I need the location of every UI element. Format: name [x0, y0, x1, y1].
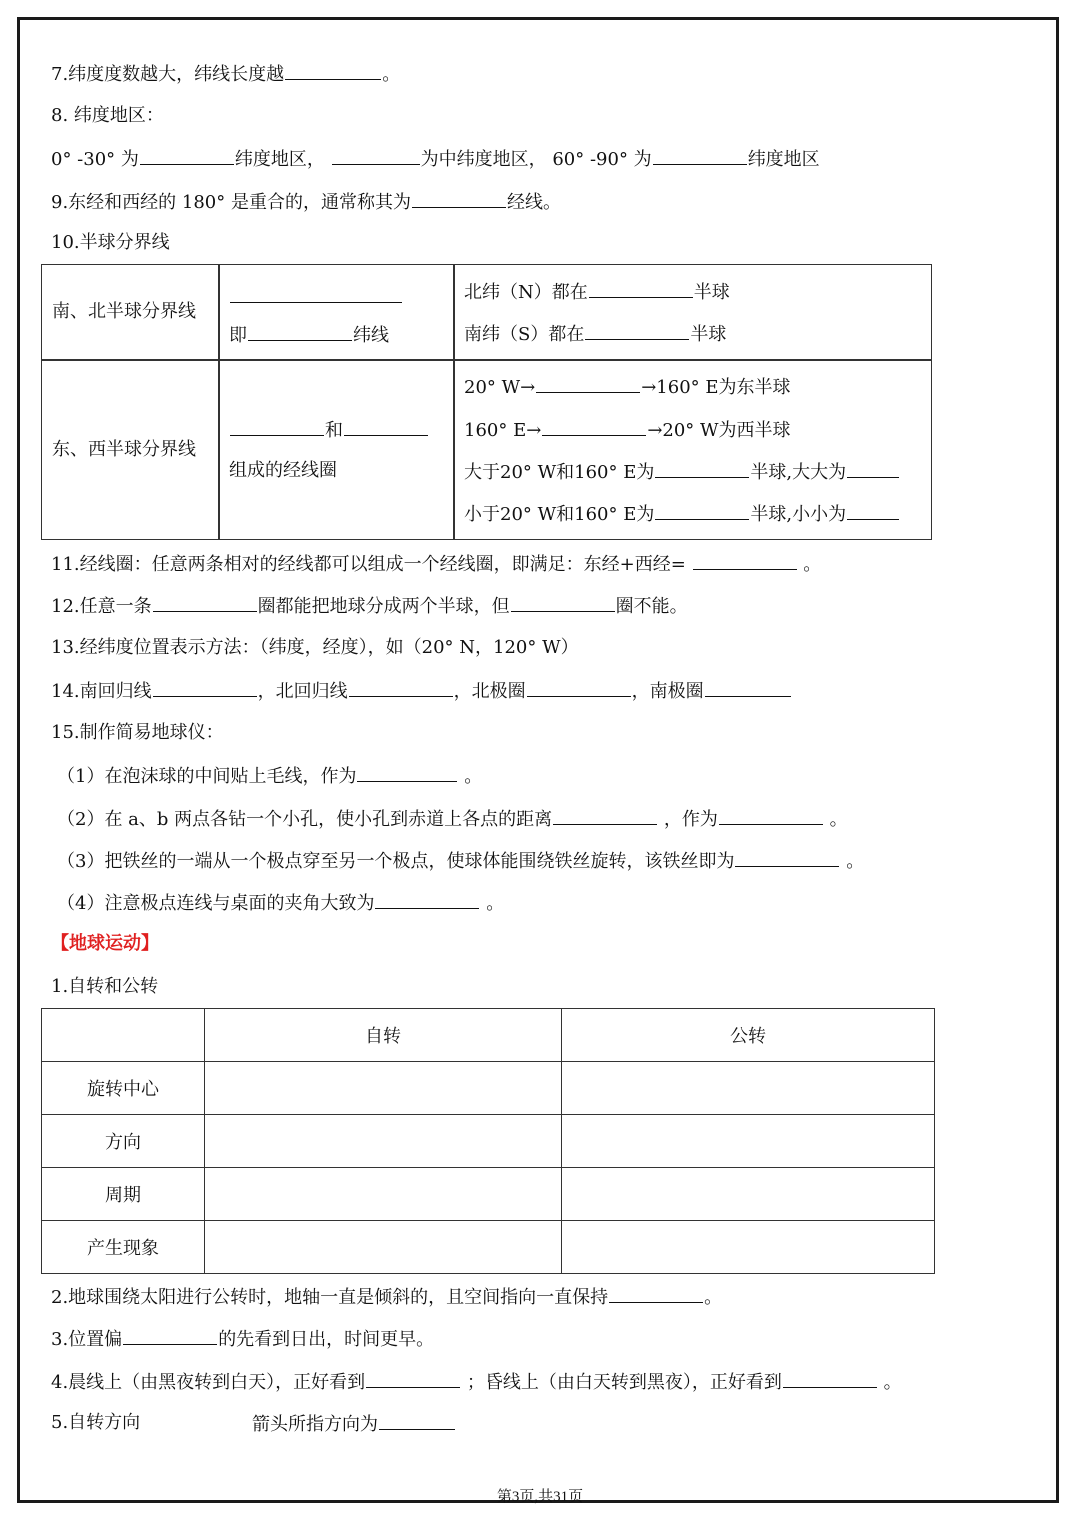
cell-text: 南纬（S）都在 — [464, 324, 585, 345]
motion-question-4 — [51, 1369, 902, 1395]
answer-cell[interactable] — [205, 1221, 562, 1274]
question-text: 。 — [382, 64, 401, 85]
answer-cell[interactable] — [562, 1115, 935, 1168]
answer-blank[interactable] — [349, 678, 453, 697]
answer-blank[interactable] — [693, 551, 797, 570]
question-text: 。 — [704, 1287, 723, 1308]
answer-blank[interactable] — [379, 1411, 455, 1430]
motion-question-2 — [51, 1284, 722, 1310]
answer-blank[interactable] — [542, 417, 646, 436]
question-text: 3.位置偏 — [51, 1329, 123, 1350]
motion-question-3 — [51, 1326, 434, 1352]
answer-blank[interactable] — [653, 146, 747, 165]
answer-blank[interactable] — [332, 146, 420, 165]
answer-blank[interactable] — [705, 678, 791, 697]
question-text: 为中纬度地区， 60° -90° 为 — [420, 149, 652, 170]
answer-blank[interactable] — [719, 806, 823, 825]
question-text: 纬度地区 — [747, 149, 820, 170]
answer-blank[interactable] — [344, 417, 428, 436]
cell-text: →160° E为东半球 — [641, 377, 791, 398]
ew-boundary-cell-2: 组成的经线圈 — [229, 460, 337, 481]
cell-text: 半球 — [693, 282, 730, 303]
answer-blank[interactable] — [366, 1369, 460, 1388]
table-corner — [42, 1009, 205, 1062]
answer-blank[interactable] — [783, 1369, 877, 1388]
answer-cell[interactable] — [205, 1168, 562, 1221]
east-hemi-line — [464, 374, 791, 400]
answer-blank[interactable] — [585, 321, 689, 340]
answer-blank[interactable] — [655, 459, 749, 478]
question-text: 。 — [829, 809, 848, 830]
col-header-rotation: 自转 — [205, 1009, 562, 1062]
answer-blank[interactable] — [230, 417, 324, 436]
answer-blank[interactable] — [527, 678, 631, 697]
question-7 — [51, 61, 400, 87]
answer-blank[interactable] — [153, 593, 257, 612]
answer-blank[interactable] — [735, 848, 839, 867]
row-label: 产生现象 — [42, 1221, 205, 1274]
greater-than-line — [464, 459, 900, 485]
question-text: 2.地球围绕太阳进行公转时，地轴一直是倾斜的，且空间指向一直保持 — [51, 1287, 609, 1308]
west-hemi-line — [464, 417, 791, 443]
question-13: 13.经纬度位置表示方法：（纬度，经度），如（20° N，120° W） — [51, 637, 579, 658]
question-15: 15.制作简易地球仪： — [51, 722, 224, 743]
answer-blank[interactable] — [536, 374, 640, 393]
question-text: （3）把铁丝的一端从一个极点穿至另一个极点，使球体能围绕铁丝旋转，该铁丝即为 — [57, 851, 735, 872]
answer-blank[interactable] — [511, 593, 615, 612]
question-15-2 — [57, 806, 848, 832]
answer-blank[interactable] — [589, 279, 693, 298]
question-14 — [51, 678, 792, 704]
answer-blank[interactable] — [375, 890, 479, 909]
answer-cell[interactable] — [205, 1062, 562, 1115]
south-lat-line — [464, 321, 726, 347]
question-12 — [51, 593, 688, 619]
question-text: 。 — [486, 893, 505, 914]
question-text: 4.晨线上（由黑夜转到白天），正好看到 — [51, 1372, 366, 1393]
ns-boundary-cell-2 — [229, 322, 389, 348]
cell-text: 20° W→ — [464, 377, 536, 398]
question-text: ，南极圈 — [631, 681, 704, 702]
answer-blank[interactable] — [357, 763, 457, 782]
question-text: 5.自转方向 — [51, 1412, 141, 1433]
row-label: 旋转中心 — [42, 1062, 205, 1115]
cell-text: 即 — [229, 325, 247, 346]
question-15-3 — [57, 848, 864, 874]
page-border — [17, 17, 1059, 1503]
question-text: ，北回归线 — [257, 681, 348, 702]
question-text: 。 — [883, 1372, 902, 1393]
motion-question-5-arrow — [252, 1411, 456, 1437]
cell-text: →20° W为西半球 — [647, 420, 791, 441]
question-text: 9.东经和西经的 180° 是重合的，通常称其为 — [51, 192, 411, 213]
question-15-1 — [57, 763, 482, 789]
question-10: 10.半球分界线 — [51, 232, 170, 253]
question-text: 14.南回归线 — [51, 681, 152, 702]
cell-text: 半球,大大为 — [750, 462, 847, 483]
question-text: 圈都能把地球分成两个半球，但 — [257, 596, 510, 617]
question-8-detail — [51, 146, 820, 172]
section-heading: 【地球运动】 — [51, 933, 159, 954]
question-text: 。 — [846, 851, 865, 872]
question-text: （2）在 a、b 两点各钻一个小孔，使小孔到赤道上各点的距离 — [57, 809, 553, 830]
answer-blank[interactable] — [655, 501, 749, 520]
answer-blank[interactable] — [847, 459, 899, 478]
answer-cell[interactable] — [562, 1062, 935, 1115]
row-label: 周期 — [42, 1168, 205, 1221]
answer-cell[interactable] — [205, 1115, 562, 1168]
question-text: 0° -30° 为 — [51, 149, 139, 170]
answer-blank[interactable] — [285, 61, 381, 80]
question-text: 7.纬度度数越大，纬线长度越 — [51, 64, 285, 85]
answer-blank[interactable] — [248, 322, 352, 341]
question-text: 11.经线圈：任意两条相对的经线都可以组成一个经线圈，即满足：东经+西经= — [51, 554, 686, 575]
row-header-ew: 东、西半球分界线 — [52, 439, 196, 460]
cell-text: 160° E→ — [464, 420, 542, 441]
ns-boundary-cell — [229, 284, 403, 310]
motion-question-5 — [51, 1411, 140, 1435]
question-text: 。 — [803, 554, 822, 575]
question-8: 8. 纬度地区： — [51, 105, 164, 126]
ew-boundary-cell — [229, 417, 429, 443]
cell-text: 和 — [325, 420, 343, 441]
question-text: 纬度地区， — [234, 149, 325, 170]
question-11 — [51, 551, 821, 577]
answer-blank[interactable] — [553, 806, 657, 825]
answer-blank[interactable] — [847, 501, 899, 520]
cell-text: 半球,小小为 — [750, 504, 847, 525]
cell-text: 纬线 — [353, 325, 389, 346]
answer-blank[interactable] — [609, 1284, 703, 1303]
answer-blank[interactable] — [153, 678, 257, 697]
question-text: ；昏线上（由白天转到黑夜），正好看到 — [466, 1372, 782, 1393]
question-text: ，作为 — [663, 809, 718, 830]
question-15-4 — [57, 890, 504, 916]
answer-blank[interactable] — [412, 189, 506, 208]
cell-text: 小于20° W和160° E为 — [464, 504, 655, 525]
cell-text: 北纬（N）都在 — [464, 282, 588, 303]
answer-blank[interactable] — [123, 1326, 217, 1345]
col-header-revolution: 公转 — [562, 1009, 935, 1062]
question-text: ，北极圈 — [453, 681, 526, 702]
question-text: 经线。 — [506, 192, 561, 213]
answer-cell[interactable] — [562, 1168, 935, 1221]
less-than-line — [464, 501, 900, 527]
question-9 — [51, 189, 561, 215]
question-text: 。 — [464, 766, 483, 787]
hemisphere-table — [41, 264, 932, 540]
row-header-ns: 南、北半球分界线 — [52, 301, 196, 322]
row-label: 方向 — [42, 1115, 205, 1168]
cell-text: 大于20° W和160° E为 — [464, 462, 655, 483]
cell-text: 半球 — [690, 324, 727, 345]
motion-table — [41, 1008, 935, 1274]
question-text: 箭头所指方向为 — [252, 1414, 378, 1435]
question-text: （4）注意极点连线与桌面的夹角大致为 — [57, 893, 375, 914]
motion-question-1: 1.自转和公转 — [51, 976, 159, 997]
question-text: （1）在泡沫球的中间贴上毛线，作为 — [57, 766, 357, 787]
question-text: 的先看到日出，时间更早。 — [218, 1329, 435, 1350]
answer-blank[interactable] — [140, 146, 234, 165]
question-text: 圈不能。 — [615, 596, 688, 617]
page-footer: 第3页,共31页 — [496, 1489, 584, 1505]
north-lat-line — [464, 279, 730, 305]
answer-blank[interactable] — [230, 284, 402, 303]
question-text: 12.任意一条 — [51, 596, 152, 617]
answer-cell[interactable] — [562, 1221, 935, 1274]
